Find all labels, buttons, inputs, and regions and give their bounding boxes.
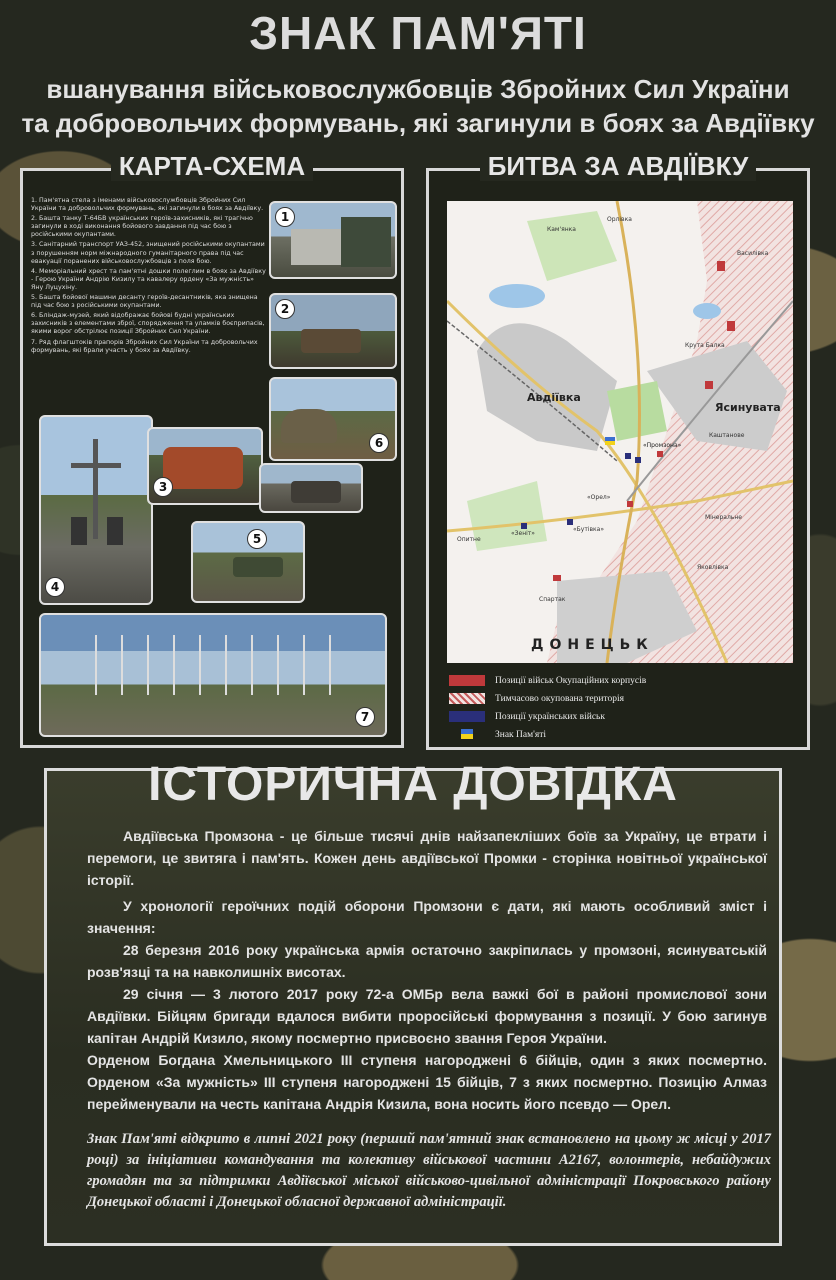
map-label-butivka: «Бутівка» [573,526,605,533]
map-label-mineralne: Мінеральне [705,514,742,521]
legend-text [29,197,267,357]
legend-item-7: 7. Ряд флагштоків прапорів Збройних Сил України та добровольчих формувань, які брали участь у боях за Авдіївку. [31,338,258,354]
photo-number-3: 3 [153,477,173,497]
photo-ambulance [147,427,263,505]
battle-map [447,201,793,663]
map-label-spartak: Спартак [539,596,566,603]
photo-number-5: 5 [247,529,267,549]
photo-flagpoles [39,613,387,737]
flag-icon [449,729,485,740]
photo-stele [269,201,397,279]
legend-label-occupier: Позиції військ Окупаційних корпусів [495,675,647,686]
photo-number-2: 2 [275,299,295,319]
subtitle-line-2: та добровольчих формувань, які загинули в боях за Авдіївку [21,108,815,138]
photo-bmd-turret [259,463,363,513]
map-label-orlivka: Орлівка [607,216,632,223]
photo-tank-turret [269,293,397,369]
photo-number-4: 4 [45,577,65,597]
photo-number-7: 7 [355,707,375,727]
map-label-donetsk: ДОНЕЦЬК [531,637,654,653]
battle-map-panel [426,151,810,750]
map-label-promzona: «Промзона» [643,442,682,449]
history-paragraph-2: У хронології героїчних подій оборони Промзони є дати, які мають особливий зміст і значення: [87,898,767,936]
legend-ukrainian-positions [449,711,605,722]
legend-occupied-territory [449,693,624,704]
page-subtitle [20,72,816,140]
photo-number-6: 6 [369,433,389,453]
history-paragraph-5: Орденом Богдана Хмельницького ІІІ ступеня нагороджені 6 бійців, один з яких посмертно. Орденом «За мужність» ІІІ ступеня нагороджені 15 бійців, 7 з яких посмертно. Позицію Алмаз перейменували на честь капітана Андрія Кизила, вона носить його псевдо — Орел. [87,1052,767,1112]
map-label-avdiivka: Авдіївка [527,391,581,404]
history-paragraph-4: 29 січня — 3 лютого 2017 року 72-а ОМБр вела важкі бої в районі промислової зони Авдіївки. Бійцям бригади вдалося вибити проросійські формування з позиції. У бою загинув капітан Андрій Кизило, якому посмертно присвоєно звання Героя України. [87,986,767,1046]
legend-label-occupied: Тимчасово окупована територія [495,693,624,704]
subtitle-line-1: вшанування військовослужбовців Збройних Сил України [46,74,790,104]
legend-memorial-sign [449,729,546,740]
map-label-kruta-balka: Крута Балка [685,342,725,349]
legend-occupier-positions [449,675,646,686]
map-label-vasylivka: Василівка [737,250,769,257]
history-paragraph-3: 28 березня 2016 року українська армія остаточно закріпилась у промзоні, ясинуватській розв'язці та на навколишніх висотах. [87,942,767,980]
history-title: ІСТОРИЧНА ДОВІДКА [148,758,678,811]
map-label-yasynuvata: Ясинувата [715,401,781,414]
map-label-yakovlivka: Яковлівка [697,564,729,571]
legend-item-1: 1. Пам'ятна стела з іменами військовослужбовців Збройних Сил України та добровольчих формувань, які загинули в боях за Авдіївку. [31,197,264,213]
legend-item-6: 6. Бліндаж-музей, який відображає бойові будні українських захисників з елементами зброї, спорядження та уламків боєприпасів, якими ворог обстрілює позиції Збройних Сил України. [31,312,265,336]
battle-map-title: БИТВА ЗА АВДІЇВКУ [480,151,757,181]
photo-dugout-museum [269,377,397,461]
map-label-zenit: «Зеніт» [511,530,535,537]
history-footer: Знак Пам'яті відкрито в липні 2021 року (перший пам'ятний знак встановлено на цьому ж місці у 2017 році) за ініціативи командування та колективу військової частини А2167, волонтерів, небайдужих громадян та за підтримки Авдіївської міської військово-цивільної адміністрації Покровського району Донецької області і Донецької обласної державної адміністрації. [87,1131,771,1210]
map-label-opytne: Опитне [457,536,481,543]
legend-label-memorial: Знак Пам'яті [495,729,547,740]
history-body [87,825,767,1115]
map-label-kashtanove: Каштанове [709,432,745,439]
legend-label-ukrainian: Позиції українських військ [495,711,605,722]
history-paragraph-1: Авдіївська Промзона - це більше тисячі днів найзапекліших боїв за Україну, це втрати і перемоги, це звитяга і пам'ять. Кожен день авдіївської Промки - сторінка новітньої української історії. [87,828,767,888]
map-graphic [447,201,793,663]
page-title: ЗНАК ПАМ'ЯТІ [249,7,587,59]
legend-swatch-hatched [449,693,485,704]
history-panel [44,758,782,1246]
legend-item-3: 3. Санітарний транспорт УАЗ-452, знищений російськими окупантами з порушенням норм міжнародного гуманітарного права під час евакуації поранених військовослужбовців з поля бою. [31,241,265,265]
legend-item-2: 2. Башта танку Т-64БВ українських героїв-захисників, які трагічно загинули в ході виконання бойового завдання під час бою з російськими окупантами. [31,215,253,239]
legend-item-5: 5. Башта бойової машини десанту героїв-десантників, яка знищена під час бою з російськими окупантами. [31,294,258,310]
legend-swatch-red [449,675,485,686]
map-scheme-title: КАРТА-СХЕМА [111,151,313,181]
legend-item-4: 4. Меморіальний хрест та пам'ятні дошки полеглим в боях за Авдіївку - Герою України Андрію Кизилу та кавалеру ордену «За мужність» Яну Луцухіну. [31,267,266,291]
legend-swatch-blue [449,711,485,722]
map-label-kamianka: Кам'янка [547,226,576,233]
map-label-orel: «Орел» [587,494,611,501]
map-scheme-panel [20,151,404,748]
photo-memorial-cross [39,415,153,605]
photo-bmd-site [191,521,305,603]
photo-number-1: 1 [275,207,295,227]
